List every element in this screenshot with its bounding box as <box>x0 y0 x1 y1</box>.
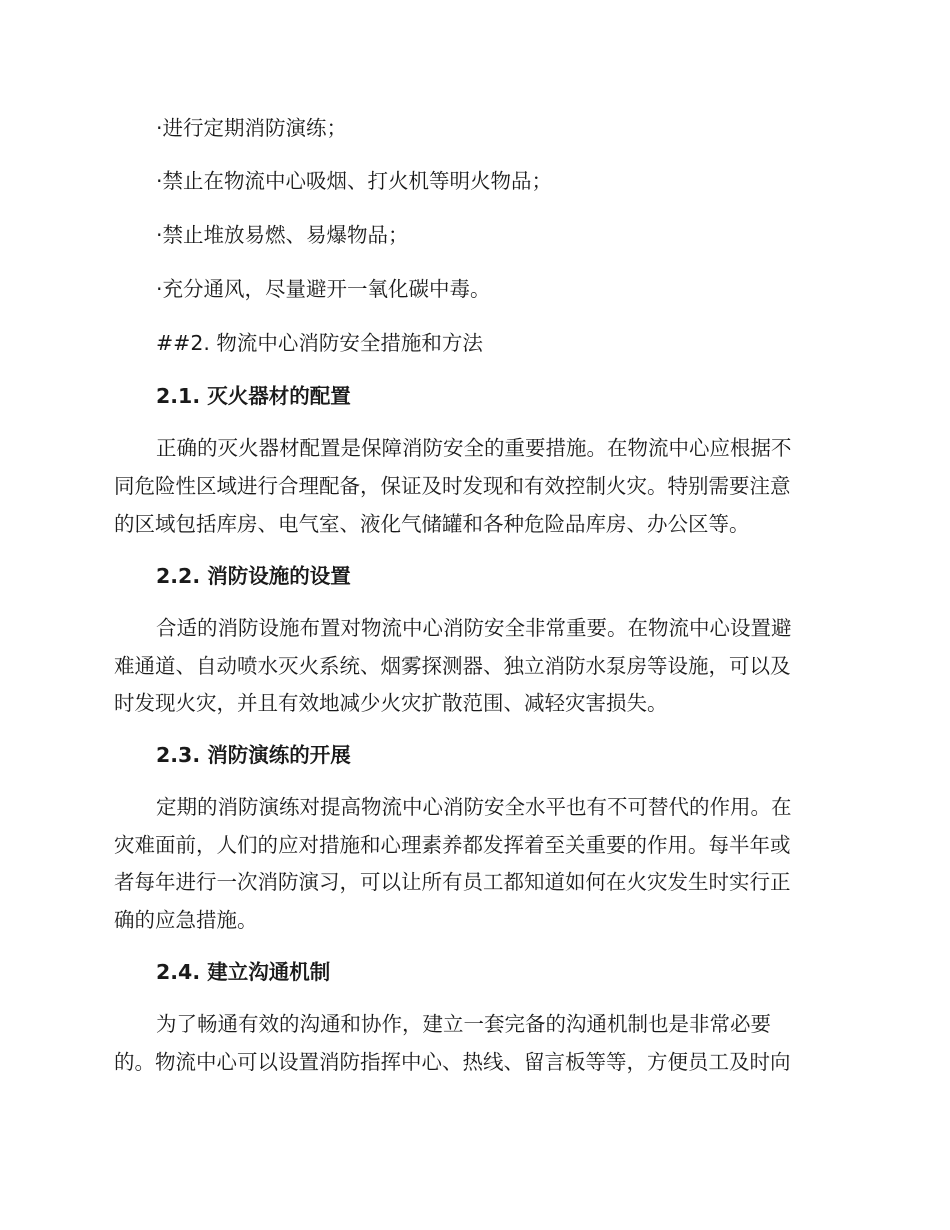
subsection-heading: 2.2. 消防设施的设置 <box>156 564 351 588</box>
bullet-item: ·禁止在物流中心吸烟、打火机等明火物品； <box>156 169 553 193</box>
bullet-item: ·充分通风，尽量避开一氧化碳中毒。 <box>156 277 491 301</box>
subsection-heading: 2.1. 灭火器材的配置 <box>156 384 351 408</box>
subsection-heading: 2.3. 消防演练的开展 <box>156 743 351 767</box>
paragraph-line: 正确的灭火器材配置是保障消防安全的重要措施。在物流中心应根据不 <box>156 436 792 460</box>
paragraph-line: 合适的消防设施布置对物流中心消防安全非常重要。在物流中心设置避 <box>156 616 792 640</box>
paragraph-line: 灾难面前，人们的应对措施和心理素养都发挥着至关重要的作用。每半年或 <box>114 833 791 857</box>
subsection-heading: 2.4. 建立沟通机制 <box>156 960 331 984</box>
paragraph-line: 定期的消防演练对提高物流中心消防安全水平也有不可替代的作用。在 <box>156 795 792 819</box>
paragraph-line: 同危险性区域进行合理配备，保证及时发现和有效控制火灾。特别需要注意 <box>114 474 791 498</box>
paragraph-line: 的区域包括库房、电气室、液化气储罐和各种危险品库房、办公区等。 <box>114 512 750 536</box>
bullet-item: ·进行定期消防演练； <box>156 116 348 140</box>
bullet-item: ·禁止堆放易燃、易爆物品； <box>156 223 409 247</box>
paragraph-line: 者每年进行一次消防演习，可以让所有员工都知道如何在火灾发生时实行正 <box>114 870 791 894</box>
paragraph-line: 的。物流中心可以设置消防指挥中心、热线、留言板等等，方便员工及时向 <box>114 1050 791 1074</box>
paragraph-line: 为了畅通有效的沟通和协作，建立一套完备的沟通机制也是非常必要 <box>156 1012 771 1036</box>
paragraph-line: 确的应急措施。 <box>114 908 258 932</box>
section-heading: ##2. 物流中心消防安全措施和方法 <box>156 331 483 355</box>
paragraph-line: 时发现火灾，并且有效地减少火灾扩散范围、减轻灾害损失。 <box>114 691 668 715</box>
paragraph-line: 难通道、自动喷水灭火系统、烟雾探测器、独立消防水泵房等设施，可以及 <box>114 654 791 678</box>
